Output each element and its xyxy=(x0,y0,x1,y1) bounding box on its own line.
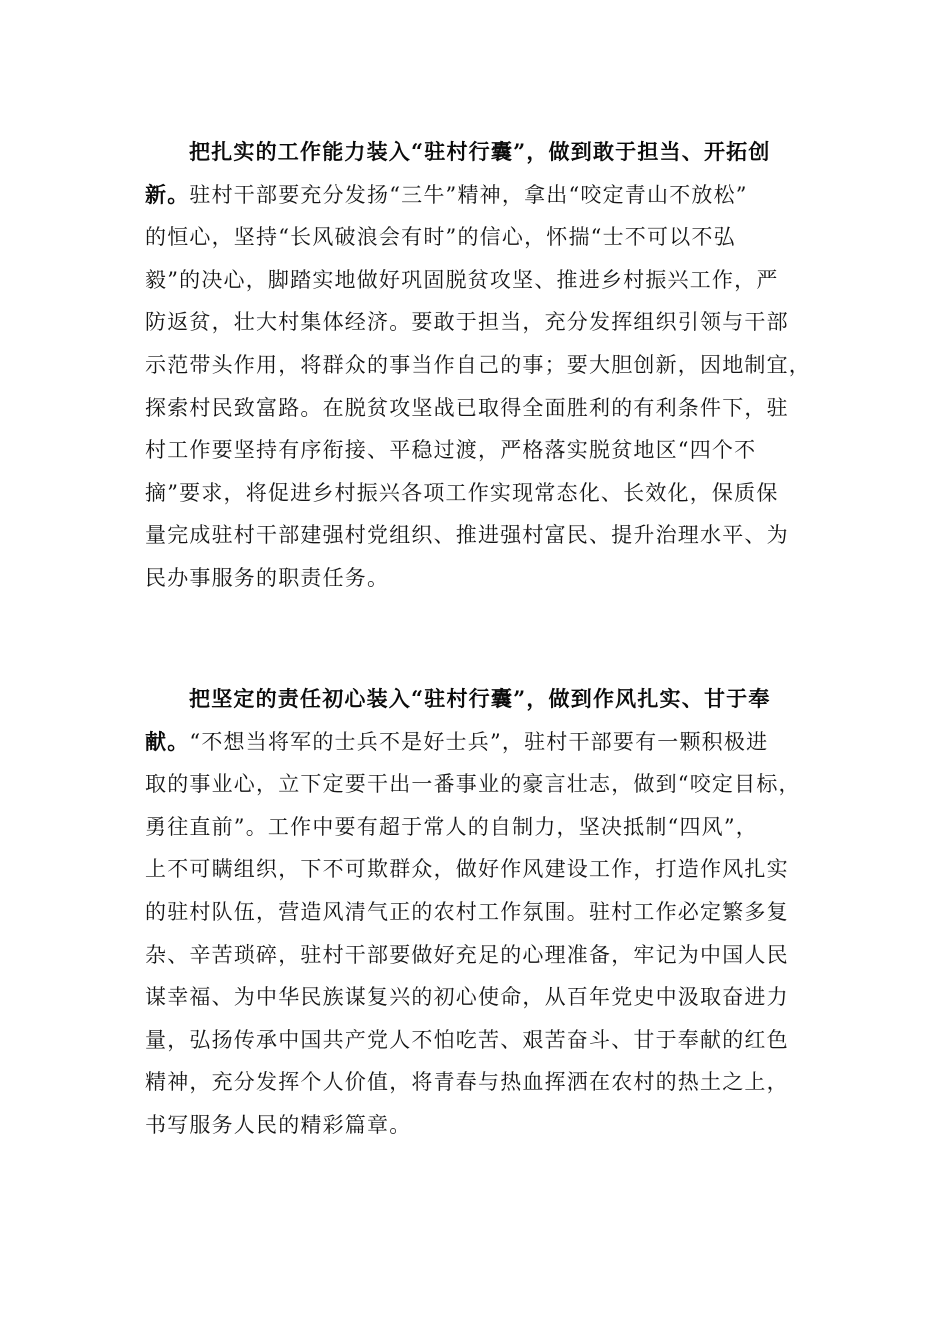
paragraph-line: 示范带头作用，将群众的事当作自己的事；要大胆创新，因地制宜， xyxy=(145,352,811,377)
paragraph-line: 量，弘扬传承中国共产党人不怕吃苦、艰苦奋斗、甘于奉献的红色 xyxy=(145,1027,789,1052)
paragraph-line xyxy=(145,131,805,174)
paragraph-line xyxy=(145,600,805,643)
paragraph-heading: 把扎实的工作能力装入“驻村行囊”，做到敢于担当、开拓创 xyxy=(189,139,771,164)
paragraph-line: 防返贫，壮大村集体经济。要敢于担当，充分发挥组织引领与干部 xyxy=(145,310,789,335)
paragraph-line: 毅”的决心，脚踏实地做好巩固脱贫攻坚、推进乡村振兴工作，严 xyxy=(145,267,779,292)
paragraph-line: 书写服务人民的精彩篇章。 xyxy=(145,1112,412,1137)
paragraph-line: 取的事业心，立下定要干出一番事业的豪言壮志，做到“咬定目标， xyxy=(145,772,801,797)
paragraph-text: “不想当将军的士兵不是好士兵”，驻村干部要有一颗积极进 xyxy=(189,729,769,754)
paragraph-line: 上不可瞒组织，下不可欺群众，做好作风建设工作，打造作风扎实 xyxy=(145,857,789,882)
paragraph-line: 勇往直前”。工作中要有超于常人的自制力，坚决抵制“四风”， xyxy=(145,814,759,839)
paragraph-line: 探索村民致富路。在脱贫攻坚战已取得全面胜利的有利条件下，驻 xyxy=(145,395,789,420)
paragraph-1 xyxy=(145,131,811,642)
paragraph-line: 精神，充分发挥个人价值，将青春与热血挥洒在农村的热土之上， xyxy=(145,1070,789,1095)
paragraph-line: 民办事服务的职责任务。 xyxy=(145,565,390,590)
paragraph-line xyxy=(145,1147,805,1190)
paragraph-line: 村工作要坚持有序衔接、平稳过渡，严格落实脱贫地区“四个不 xyxy=(145,438,757,463)
paragraph-line xyxy=(145,174,805,217)
paragraph-line xyxy=(145,678,805,721)
paragraph-line: 量完成驻村干部建强村党组织、推进强村富民、提升治理水平、为 xyxy=(145,523,789,548)
paragraph-line: 谋幸福、为中华民族谋复兴的初心使命，从百年党史中汲取奋进力 xyxy=(145,985,789,1010)
paragraph-line: 的恒心，坚持“长风破浪会有时”的信心，怀揣“士不可以不弘 xyxy=(145,225,736,250)
paragraph-line: 杂、辛苦琐碎，驻村干部要做好充足的心理准备，牢记为中国人民 xyxy=(145,942,789,967)
paragraph-2 xyxy=(145,678,805,1189)
paragraph-line: 摘”要求，将促进乡村振兴各项工作实现常态化、长效化，保质保 xyxy=(145,480,779,505)
paragraph-heading: 把坚定的责任初心装入“驻村行囊”，做到作风扎实、甘于奉 xyxy=(189,686,771,711)
paragraph-line xyxy=(145,721,805,764)
paragraph-line: 的驻村队伍，营造风清气正的农村工作氛围。驻村工作必定繁多复 xyxy=(145,899,789,924)
paragraph-heading: 新。 xyxy=(145,181,190,207)
paragraph-heading: 献。 xyxy=(145,728,190,754)
paragraph-text: 驻村干部要充分发扬“三牛”精神，拿出“咬定青山不放松” xyxy=(189,182,748,207)
